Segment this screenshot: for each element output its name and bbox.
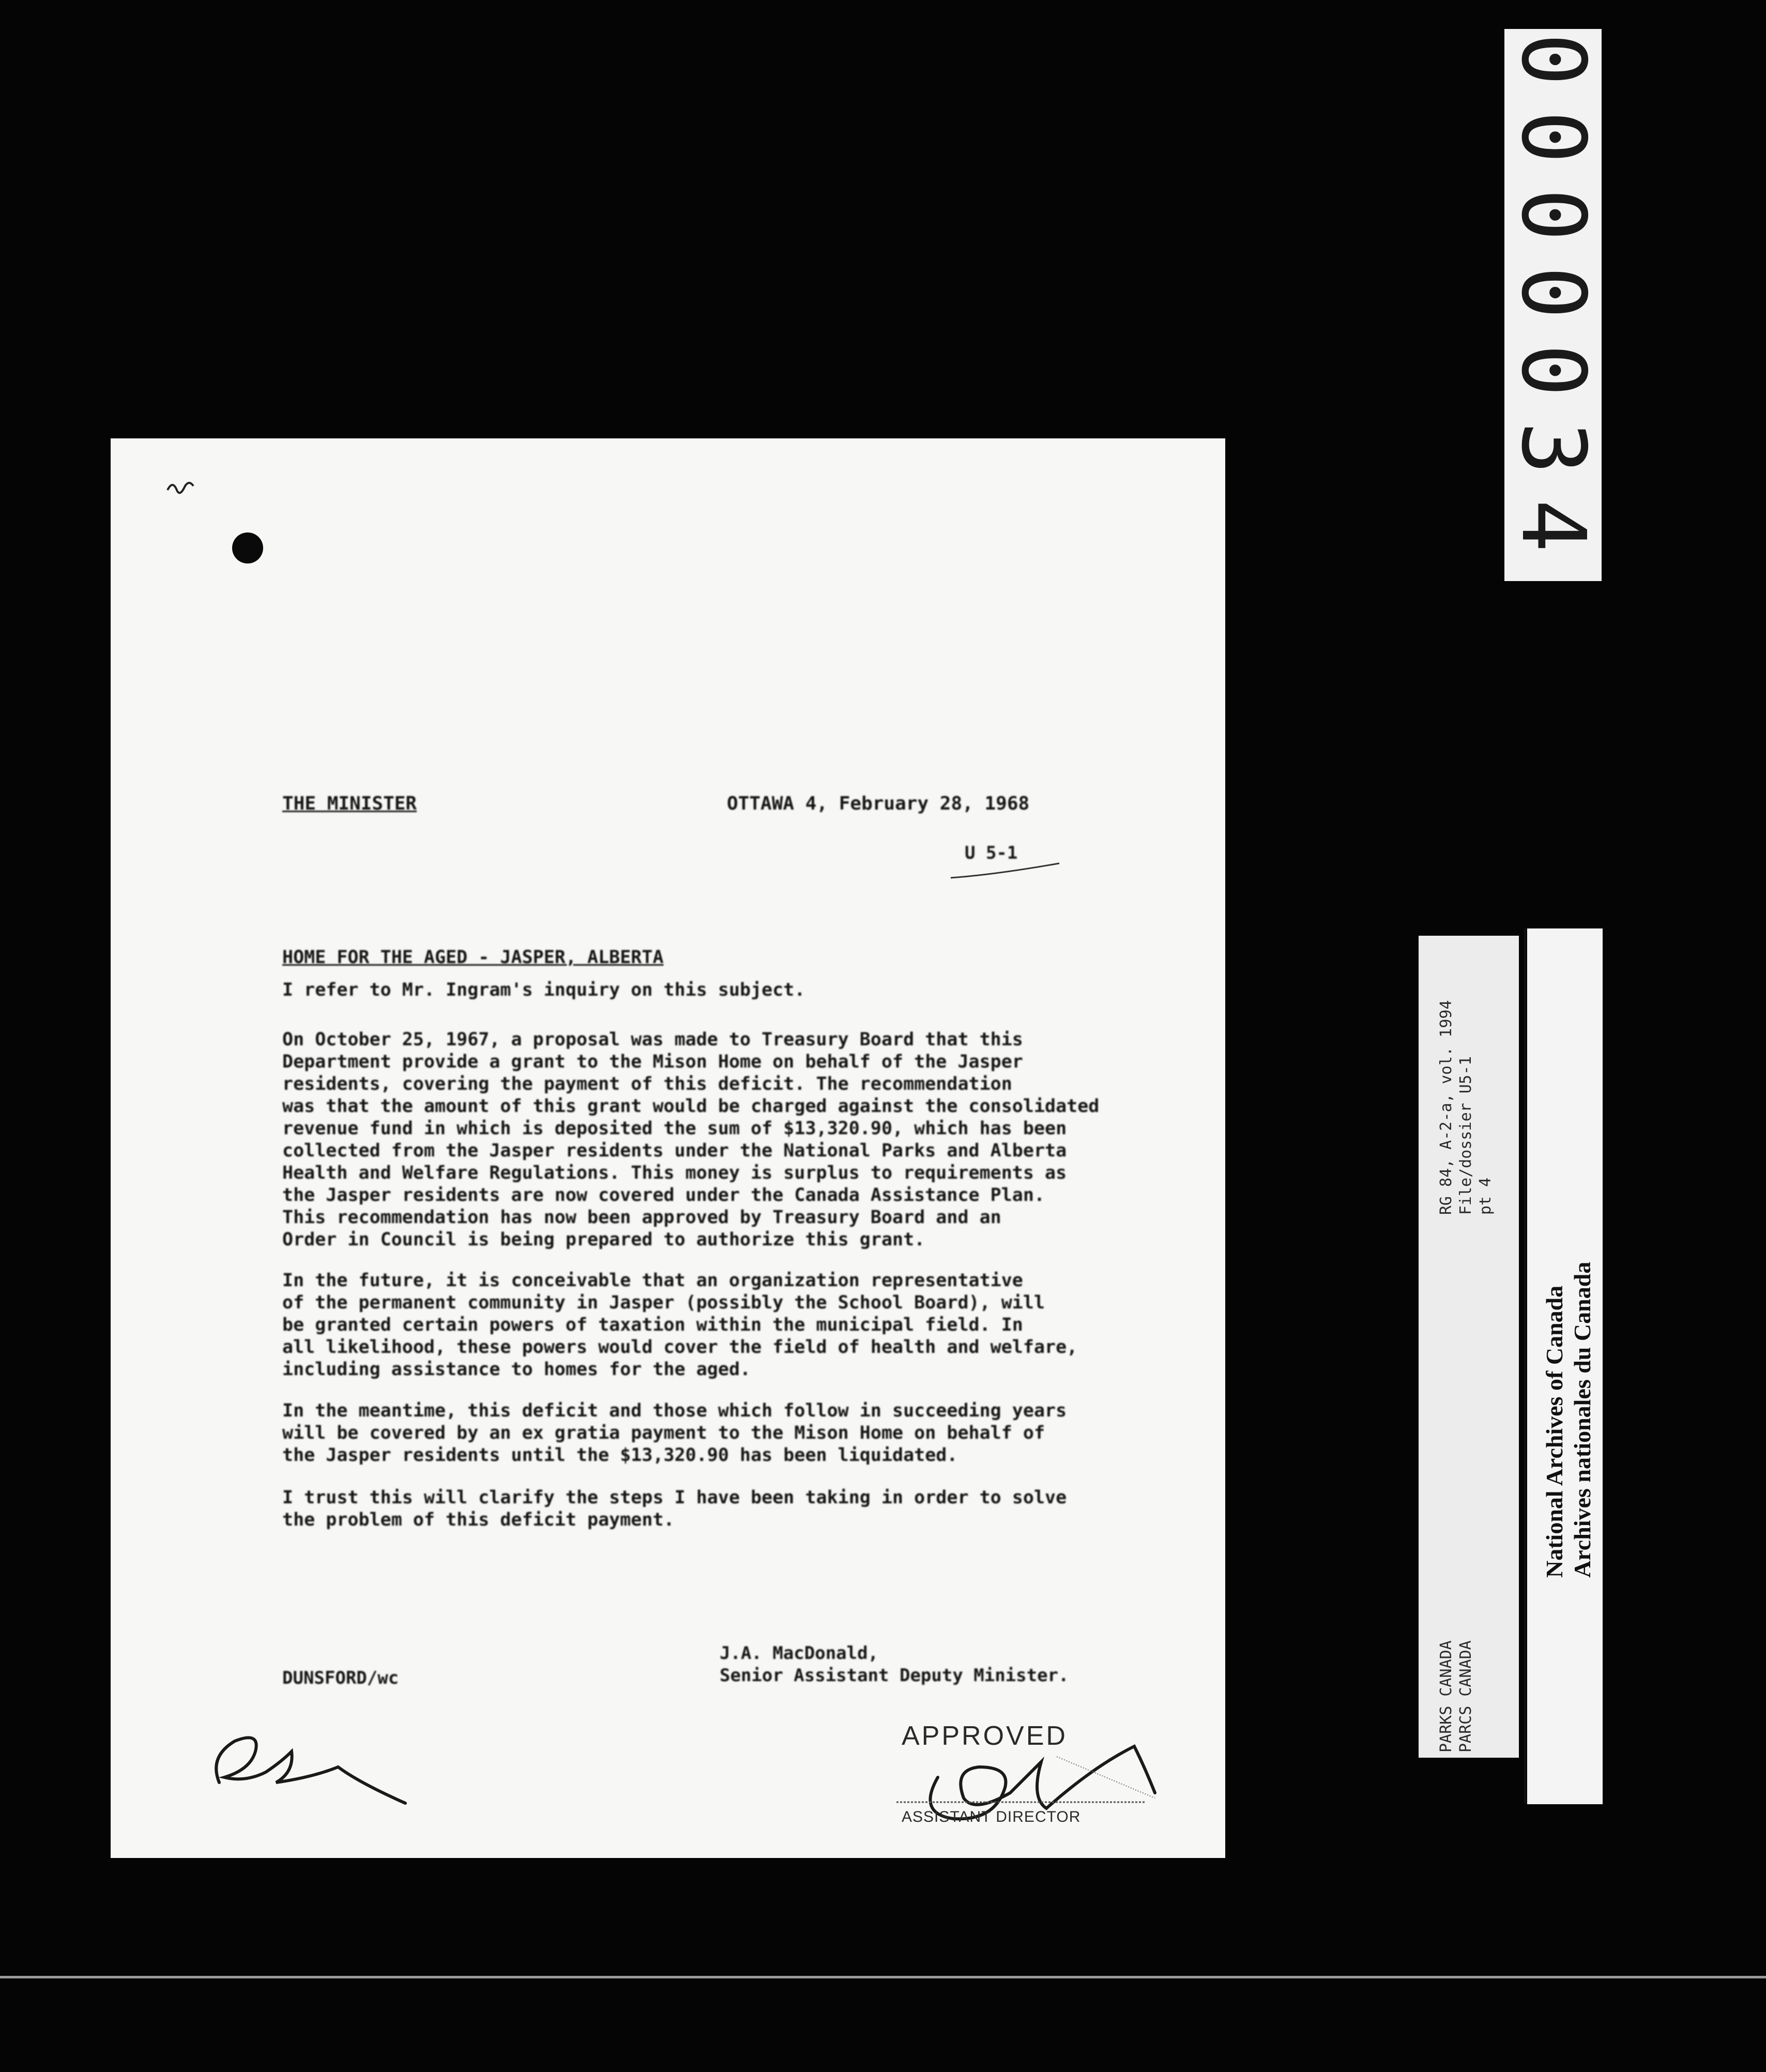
- addressee: THE MINISTER: [282, 793, 417, 814]
- stamp-approved-text: APPROVED: [902, 1721, 1068, 1751]
- paragraph-3: In the future, it is conceivable that an organization representative of the permanent community in Jasper (possibly the School Board), will be granted certain powers of taxation within the municipal field. In all likelihood, these powers would cover the field of health and welfare, including assistance to homes for the aged.: [282, 1270, 1078, 1380]
- parks-canada-fr: PARCS CANADA: [1457, 1640, 1475, 1753]
- pencil-tick-mark: [162, 475, 214, 500]
- frame-number-text: 0000034: [1502, 33, 1604, 577]
- parks-canada-en: PARKS CANADA: [1437, 1640, 1455, 1753]
- national-archives-en: National Archives of Canada: [1541, 1285, 1567, 1578]
- signatory-name: J.A. MacDonald,: [720, 1643, 879, 1664]
- paragraph-5: I trust this will clarify the steps I have been taking in order to solve the problem of this deficit payment.: [282, 1487, 1067, 1530]
- paragraph-4: In the meantime, this deficit and those which follow in succeeding years will be covered by an ex gratia payment to the Mison Home on behalf of the Jasper residents until the $13,320.90 has been liquidated.: [282, 1400, 1067, 1466]
- microfilm-frame-line: [0, 1976, 1766, 1978]
- label-divider: [1524, 928, 1526, 1804]
- stamp-assistant-director-text: ASSISTANT DIRECTOR: [902, 1808, 1081, 1825]
- typist-initials: DUNSFORD/wc: [282, 1668, 399, 1688]
- file-reference: U 5-1: [965, 843, 1018, 863]
- dateline: OTTAWA 4, February 28, 1968: [727, 793, 1030, 814]
- memo-page: [111, 438, 1225, 1858]
- handwritten-initials: [204, 1720, 421, 1808]
- file-reference-underline: [948, 857, 1062, 883]
- approved-stamp: [876, 1710, 1165, 1845]
- paragraph-2: On October 25, 1967, a proposal was made to Treasury Board that this Department provide a grant to the Mison Home on behalf of the Jasper residents, covering the payment of this deficit. The recommendation was that the amount of this grant would be charged against the consolidated revenue fund in which is deposited the sum of $13,320.90, which has been collected from the Jasper residents under the National Parks and Alberta Health and Welfare Regulations. This money is surplus to requirements as the Jasper residents are now covered under the Canada Assistance Plan. This recommendation has now been approved by Treasury Board and an Order in Council is being prepared to authorize this grant.: [282, 1029, 1100, 1250]
- signatory-title: Senior Assistant Deputy Minister.: [720, 1665, 1069, 1686]
- archive-reference-label: [1419, 936, 1519, 1758]
- archive-ref-line-1: RG 84, A-2-a, vol. 1994: [1437, 1000, 1455, 1215]
- paragraph-1: I refer to Mr. Ingram's inquiry on this subject.: [282, 980, 805, 1000]
- memo-subject: HOME FOR THE AGED - JASPER, ALBERTA: [282, 947, 664, 968]
- archive-ref-line-2: File/dossier U5-1: [1457, 1056, 1475, 1215]
- microfilm-frame-number: [1504, 29, 1602, 581]
- national-archives-fr: Archives nationales du Canada: [1569, 1261, 1595, 1578]
- archive-ref-line-3: pt 4: [1476, 1177, 1495, 1215]
- punch-hole: [232, 532, 263, 563]
